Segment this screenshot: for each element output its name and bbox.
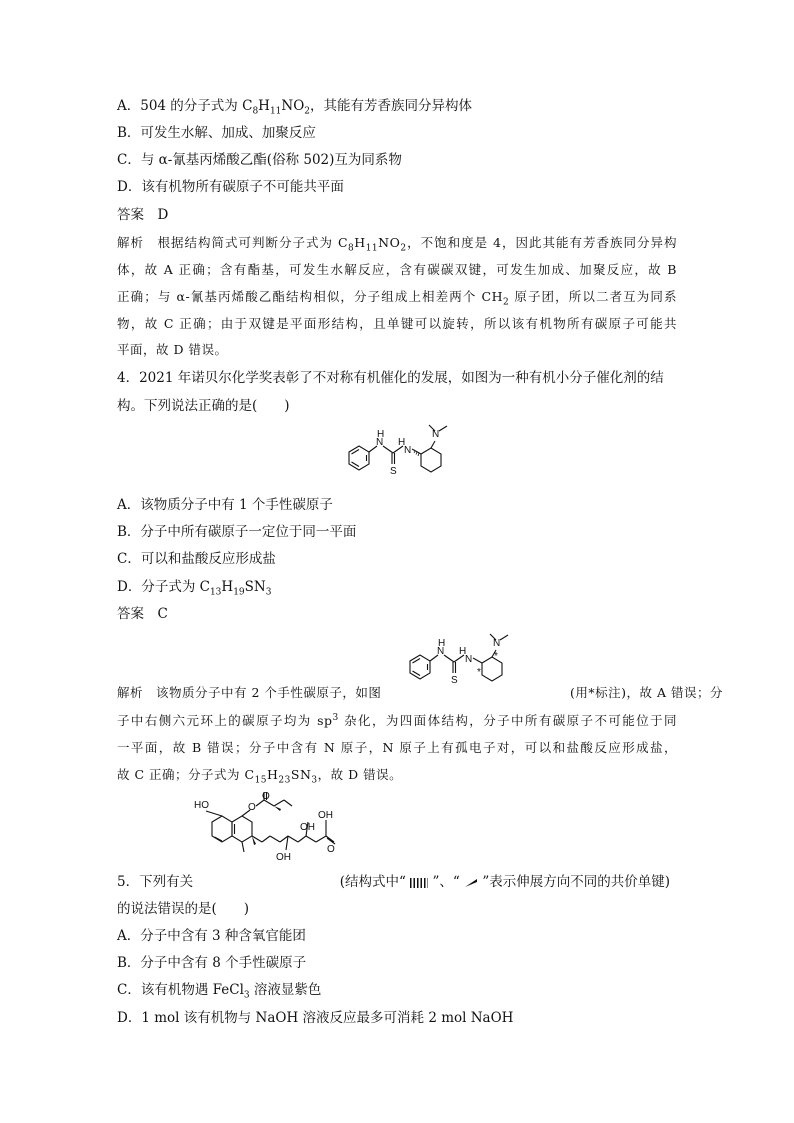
q3-explanation-line-5: 平面，故 D 错误。 — [117, 342, 228, 357]
thione-s-label: S — [390, 466, 397, 477]
chiral-star-2: * — [494, 651, 498, 662]
side-oh-label: OH — [300, 822, 315, 833]
ho-label: HO — [194, 800, 209, 811]
q4-explanation-line-2: 子中右侧六元环上的碳原子均为 $sp^3$ 杂化，为四面体结构，分子中所有碳原子不可能位于同 — [117, 712, 678, 728]
q4-option-d: D．分子式为 $C_{13}H_{19}SN_3$ — [117, 579, 272, 598]
nh-h-label-2: H — [398, 437, 406, 448]
starred-catalyst-structure — [398, 628, 568, 700]
q5-option-d: D．1 mol 该有机物与 NaOH 溶液反应最多可消耗 2 mol NaOH — [117, 1010, 514, 1026]
q4-explanation-line-4: 故 C 正确；分子式为 $C_{15}H_{23}SN_3$，故 D 错误。 — [117, 767, 403, 786]
q4-explanation-line-3: 一平面，故 B 错误；分子中含有 N 原子，N 原子上有孤电子对，可以和盐酸反应形成盐， — [117, 740, 677, 755]
starred-n-label-1: N — [437, 646, 445, 657]
starred-s-label: S — [451, 675, 458, 686]
q3-explanation-line-1: 解析 根据结构简式可判断分子式为 $C_8H_{11}NO_2$，不饱和度是 4，因此其能有芳香族同分异构 — [117, 235, 677, 254]
nh-n-label-1: N — [376, 437, 384, 448]
dashed-bond-icon — [410, 878, 428, 888]
q4-stem-line-1: 4．2021 年诺贝尔化学奖表彰了不对称有机催化的发展，如图为一种有机小分子催化剂的结 — [117, 370, 664, 386]
q4-option-b: B．分子中所有碳原子一定位于同一平面 — [117, 524, 357, 540]
starred-n-label-2: N — [465, 654, 473, 665]
thiourea-catalyst-structure — [335, 418, 500, 494]
q3-explanation-line-2: 体，故 A 正确；含有酯基，可发生水解反应，含有碳碳双键，可发生加成、加聚反应，故 B — [117, 262, 677, 277]
q4-answer: 答案 C — [117, 606, 168, 622]
starred-h-label-2: H — [459, 646, 467, 657]
q4-explanation-line-1a: 解析 该物质分子中有 2 个手性碳原子，如图 — [117, 685, 382, 700]
q5-stem-line-2: 的说法错误的是( ) — [117, 901, 250, 917]
q5-option-b: B．分子中含有 8 个手性碳原子 — [117, 955, 307, 971]
q3-explanation-line-4: 物，故 C 正确；由于双键是平面形结构，且单键可以旋转，所以该有机物所有碳原子可能共 — [117, 316, 677, 331]
q3-answer: 答案 D — [117, 207, 169, 223]
q3-option-b: B．可发生水解、加成、加聚反应 — [117, 125, 316, 141]
q3-explanation-line-3: 正确；与 α-氰基丙烯酸乙酯结构相似，分子组成上相差两个 $CH_2$ 原子团，所以二者互为同系 — [117, 289, 678, 308]
q5-option-a: A．分子中含有 3 种含氧官能团 — [117, 928, 306, 944]
carbonyl-o-label: O — [262, 791, 270, 802]
lower-oh-label: OH — [276, 852, 291, 863]
q3-option-a: A．504 的分子式为 $C_8H_{11}NO_2$，其能有芳香族同分异构体 — [117, 98, 473, 117]
q3-option-d: D．该有机物所有碳原子不可能共平面 — [117, 179, 344, 195]
q4-stem-line-2: 构。下列说法正确的是( ) — [117, 398, 290, 414]
nh-n-label-2: N — [404, 445, 412, 456]
q3-option-c: C．与 α-氰基丙烯酸乙酯(俗称 502)互为同系物 — [117, 152, 402, 168]
q5-stem-line-1: 5．下列有关 (结构式中“ ”、“ ”表示伸展方向不同的共价单键) — [117, 874, 671, 890]
q4-explanation-line-1b: (用*标注)，故 A 错误；分 — [570, 685, 723, 700]
starred-h-label-1: H — [438, 638, 446, 649]
nh-h-label-1: H — [377, 429, 385, 440]
dimethylamino-n-label: N — [432, 429, 440, 440]
starred-dimethylamino-n-label: N — [493, 638, 501, 649]
q5-option-c: C．该有机物遇 FeCl$_3$ 溶液显紫色 — [117, 982, 322, 1001]
ester-o-label: O — [248, 802, 256, 813]
acid-o-label: O — [327, 844, 335, 855]
wedge-bond-icon — [464, 878, 478, 888]
q4-option-a: A．该物质分子中有 1 个手性碳原子 — [117, 497, 333, 513]
chiral-star-1: * — [477, 667, 481, 678]
q4-option-c: C．可以和盐酸反应形成盐 — [117, 551, 276, 567]
acid-oh-label: OH — [318, 810, 333, 821]
